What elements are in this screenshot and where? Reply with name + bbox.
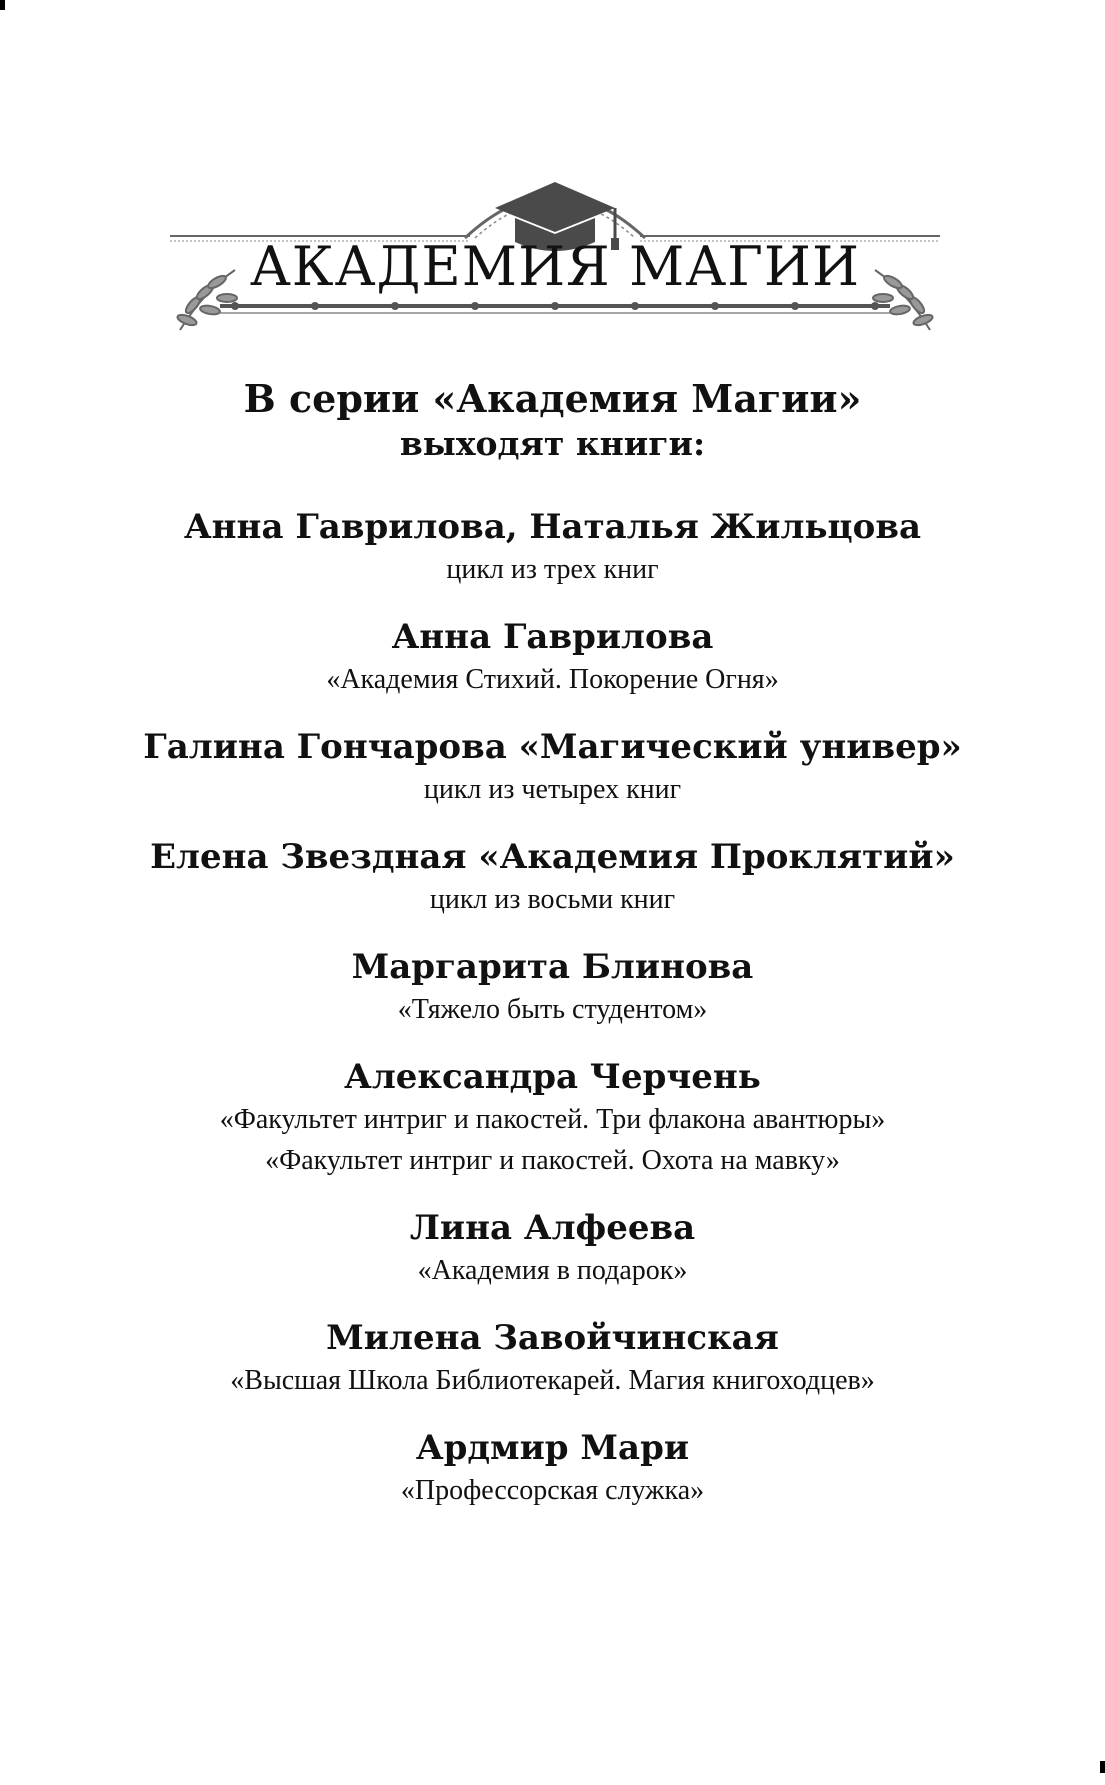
book-title: «Академия в подарок» xyxy=(417,1255,688,1286)
author-name: Елена Звездная «Академия Проклятий» xyxy=(150,837,955,877)
book-entry xyxy=(0,1206,1105,1291)
author-name: Маргарита Блинова xyxy=(351,947,754,987)
book-title: «Факультет интриг и пакостей. Три флакона авантюры» xyxy=(219,1104,886,1135)
book-entry xyxy=(0,505,1105,590)
series-logo-title: АКАДЕМИЯ МАГИИ xyxy=(249,235,861,298)
crop-mark-bottom-right xyxy=(1100,1761,1105,1773)
author-name: Лина Алфеева xyxy=(409,1208,696,1248)
book-title: «Профессорская служка» xyxy=(400,1475,705,1506)
author-name: Анна Гаврилова, Наталья Жильцова xyxy=(183,507,921,547)
series-heading: В серии «Академия Магии» xyxy=(243,376,862,421)
book-title: «Тяжело быть студентом» xyxy=(397,994,708,1025)
book-entry xyxy=(0,1316,1105,1401)
author-name: Галина Гончарова «Магический универ» xyxy=(143,727,962,767)
author-name: Ардмир Мари xyxy=(415,1428,690,1468)
book-list-section xyxy=(0,375,1105,1536)
book-title: цикл из трех книг xyxy=(446,554,659,585)
author-name: Милена Завойчинская xyxy=(326,1318,779,1358)
book-title: «Академия Стихий. Покорение Огня» xyxy=(326,664,779,695)
book-title: «Факультет интриг и пакостей. Охота на мавку» xyxy=(265,1145,840,1176)
author-name: Анна Гаврилова xyxy=(391,617,714,657)
book-entry xyxy=(0,835,1105,920)
crop-mark-top-left xyxy=(0,0,5,10)
book-entry xyxy=(0,725,1105,810)
series-logo xyxy=(165,160,945,340)
book-entry xyxy=(0,1055,1105,1181)
book-title: «Высшая Школа Библиотекарей. Магия книгоходцев» xyxy=(230,1365,875,1396)
book-title: цикл из восьми книг xyxy=(429,884,676,915)
series-subheading: выходят книги: xyxy=(399,424,706,463)
author-name: Александра Черчень xyxy=(344,1057,761,1097)
book-entry xyxy=(0,1426,1105,1511)
book-entry xyxy=(0,615,1105,700)
book-title: цикл из четырех книг xyxy=(423,774,682,805)
book-entry xyxy=(0,945,1105,1030)
